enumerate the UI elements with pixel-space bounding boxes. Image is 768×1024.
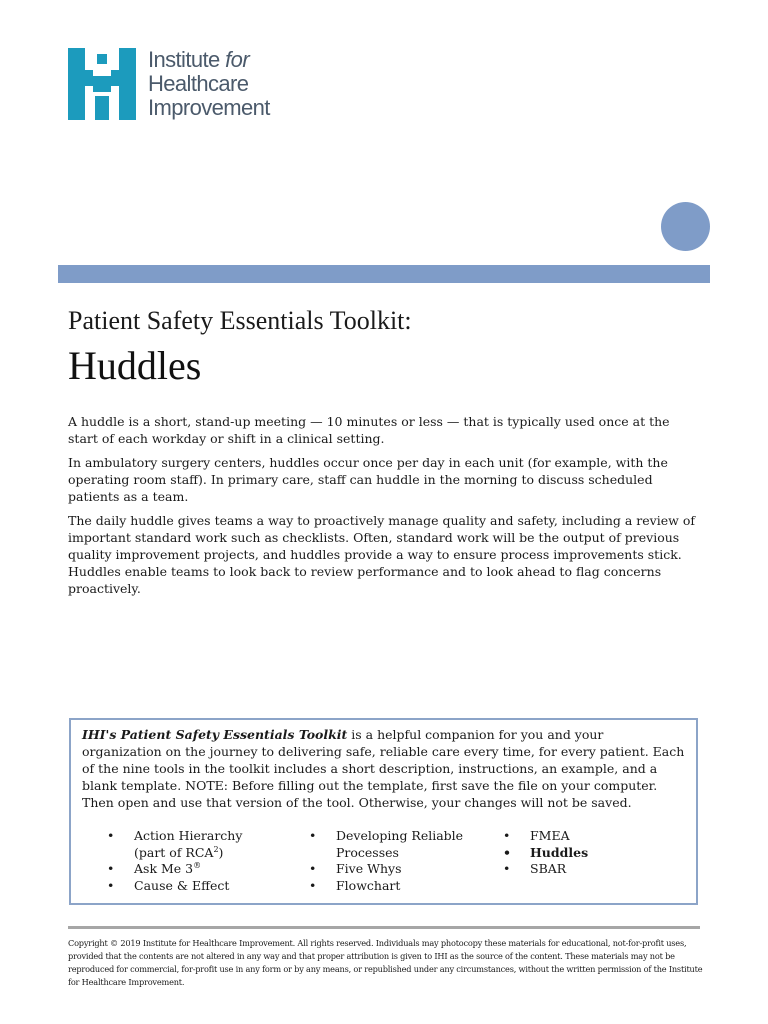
tool-item-developing-reliable-processes[interactable] [309,828,463,861]
tool-list-column-2 [309,828,463,894]
tool-item-huddles[interactable] [503,845,588,862]
rca-superscript: 2 [213,844,219,854]
tool-list-column-3 [503,828,588,878]
tool-item-action-hierarchy[interactable] [107,828,242,861]
footer-divider [68,926,700,929]
tool-label: Cause & Effect [134,877,230,893]
registered-mark: ® [193,860,202,870]
callout-lead: IHI's Patient Safety Essentials Toolkit [82,727,348,742]
callout-body: is a helpful companion for you and your organization on the journey to delivering safe, reliable care every time, for every patient. Each of the nine tools in the toolkit includes a short description, instructions, an example, and a blank template. NOTE: Before filling out the template, first save the file on your computer. Then open and use that version of the tool. Otherwise, your changes will not be saved. [82,727,685,810]
tool-item-five-whys[interactable] [309,861,463,878]
decorative-circle [661,202,710,251]
tool-item-cause-effect[interactable] [107,878,242,895]
tool-item-flowchart[interactable] [309,878,463,895]
callout-text [82,726,685,811]
page-title: Huddles [68,343,202,388]
tool-label: Huddles [530,844,589,860]
logo-line1: Institute [148,47,220,72]
ihi-logo-icon [68,48,136,120]
logo-line3: Improvement [148,95,270,120]
logo-wordmark [148,48,270,120]
toolkit-callout-box [69,718,698,905]
intro-paragraph-2: In ambulatory surgery centers, huddles occur once per day in each unit (for example, with the operating room staff). In primary care, staff can huddle in the morning to discuss scheduled patients as a team. [68,455,668,504]
intro-paragraph-3: The daily huddle gives teams a way to proactively manage quality and safety, including a review of important standard work such as checklists. Often, standard work will be the output of previous quality improvement projects, and huddles provide a way to ensure process improvements stick. Huddles enable teams to look back to review performance and to look ahead to flag concerns proactively. [68,513,695,596]
ihi-logo [68,48,298,124]
tool-label: • Action Hierarchy [134,828,243,843]
tool-label: SBAR [530,861,567,876]
tool-label: Five Whys [336,861,402,876]
logo-line1-for: for [225,47,250,72]
tool-item-ask-me-3[interactable] [107,861,242,878]
tool-label-sub: (part of RCA$^2$) [134,844,224,860]
tool-label: • Developing Reliable [336,828,464,843]
tool-label-sub: Processes [336,844,399,860]
intro-paragraph-1: A huddle is a short, stand-up meeting — 10 minutes or less — that is typically used once at the start of each workday or shift in a clinical setting. [68,414,670,446]
tool-item-sbar[interactable] [503,861,588,878]
page-subtitle: Patient Safety Essentials Toolkit: [68,306,412,335]
tool-label: Flowchart [336,877,401,893]
logo-line2: Healthcare [148,71,249,96]
tool-list-column-1 [107,828,242,894]
tool-label: Ask Me 3 [134,861,194,876]
tool-item-fmea[interactable] [503,828,588,845]
header-banner-bar [58,265,710,283]
tool-label: FMEA [530,828,570,843]
copyright-notice: Copyright © 2019 Institute for Healthcare Improvement. All rights reserved. Individuals may photocopy these materials for educational, not-for-profit uses, provided that the contents are not altered in any way and that proper attribution is given to IHI as the source of the content. These materials may not be reproduced for commercial, for-profit use in any form or by any means, or republished under any circumstances, without the written permission of the Institute for Healthcare Improvement. [68,938,703,987]
intro-section [68,413,698,604]
